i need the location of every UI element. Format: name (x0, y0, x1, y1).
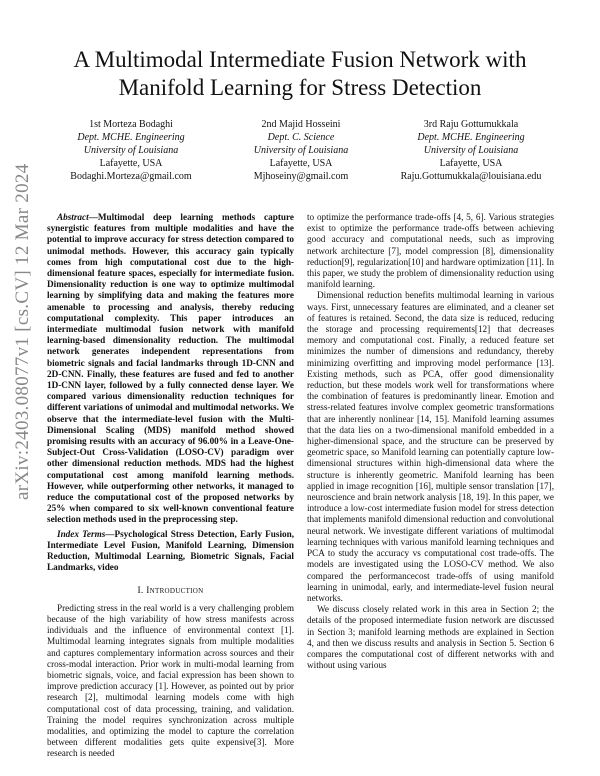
author-2-dept: Dept. C. Science (267, 132, 335, 143)
author-3-name: Raju Gottumukkala (439, 119, 519, 130)
right-paragraph-1: to optimize the performance trade-offs [4, 5, 6]. Various strategies exist to optimize the performance trade-offs between achieving good accuracy and computational needs, such as improving network architecture [7], model compression [8], dimensionality reduction[9], regularization[10] and hardware optimization [11]. In this paper, we study the problem of dimensionality reduction using manifold learning. (307, 212, 554, 290)
author-1-email: Bodaghi.Morteza@gmail.com (70, 171, 192, 182)
paper-title: A Multimodal Intermediate Fusion Network with Manifold Learning for Stress Detection (73, 47, 527, 100)
author-3-email: Raju.Gottumukkala@louisiana.edu (400, 171, 542, 182)
abstract: Abstract—Multimodal deep learning methods capture synergistic features from multiple modalities and have the potential to improve accuracy for stress detection compared to unimodal methods. However, this accuracy gain typically comes from high computational cost due to the high-dimensional feature spaces, especially for intermediate fusion. Dimensionality reduction is one way to optimize multimodal learning by simplifying data and making the features more amenable to processing and analysis, thereby reducing computational complexity. This paper introduces an intermediate multimodal fusion network with manifold learning-based dimensionality reduction. The multimodal network generates independent representations from biometric signals and facial landmarks through 1D-CNN and 2D-CNN. Finally, these features are fused and fed to another 1D-CNN layer, followed by a fully connected dense layer. We compared various dimensionality reduction techniques for different variations of unimodal and multimodal networks. We observe that the intermediate-level fusion with the Multi-Dimensional Scaling (MDS) manifold method showed promising results with an accuracy of 96.00% in a Leave-One-Subject-Out Cross-Validation (LOSO-CV) paradigm over other dimensional reduction methods. MDS had the highest computational cost among manifold learning methods. However, while outperforming other networks, it managed to reduce the computational cost of the proposed networks by 25% when compared to six well-known conventional feature selection methods used in the preprocessing step. (47, 212, 294, 525)
section-number: I. (137, 585, 144, 596)
index-terms-text: Psychological Stress Detection, Early Fusion, Intermediate Level Fusion, Manifold Learning, Dimension Reduction, Multimodal Learning, Biometric Signals, Facial Landmarks, video (47, 528, 294, 573)
author-1-dept: Dept. MCHE. Engineering (77, 132, 185, 143)
index-terms-label: Index Terms (57, 528, 106, 539)
author-2-university: University of Louisiana (253, 145, 349, 156)
author-1-name-line (44, 118, 218, 131)
author-3 (384, 118, 558, 183)
author-3-location: Lafayette, USA (439, 158, 503, 169)
author-2 (214, 118, 388, 183)
section-title: Introduction (146, 585, 204, 596)
author-3-name-line (384, 118, 558, 131)
author-3-ordinal: 3rd (423, 119, 438, 130)
author-2-ordinal: 2nd (261, 119, 277, 130)
left-column (47, 212, 294, 760)
right-paragraph-2: Dimensional reduction benefits multimodal learning in various ways. First, unnecessary features are eliminated, and a cleaner set of features is retained. Second, the data size is reduced, reducing the storage and processing requirements[12] that decreases memory and computational cost. Finally, a reduced feature set minimizes the number of dimensions and redundancy, thereby minimizing overfitting and improving model performance [13]. Existing methods, such as PCA, offer good dimensionality reduction, but these models work well for transformations where the combination of features is predominantly linear. Emotion and stress-related features involve complex geometric transformations that are inherently nonlinear [14, 15]. Manifold learning assumes that the data lies on a two-dimensional manifold embedded in a higher-dimensional space, and the structure can be preserved by geometric space, so Manifold learning can potentially capture low-dimensional structures within high-dimensional data where the structure is inherently geometric. Manifold learning has been applied in image recognition [16], multiple sensor translation [17], neuroscience and brain network analysis [18, 19]. In this paper, we introduce a low-cost intermediate fusion model for stress detection that implements manifold dimensional reduction and convolutional neural network. We investigate different variations of multimodal learning techniques with various manifold learning techniques and PCA to study the accuracy vs computational cost trade-offs. The models are investigated using the LOSO-CV method. We also compared the performancecost trade-offs of using manifold learning in unimodal, early, and intermediate-level fusion neural networks. (307, 290, 554, 603)
author-2-name: Majid Hosseini (279, 119, 341, 130)
arxiv-identifier-stamp: arXiv:2403.08077v1 [cs.CV] 12 Mar 2024 (12, 163, 33, 500)
index-terms: Index Terms—Psychological Stress Detection, Early Fusion, Intermediate Level Fusion, Manifold Learning, Dimension Reduction, Multimodal Learning, Biometric Signals, Facial Landmarks, video (47, 528, 294, 573)
right-paragraph-3: We discuss closely related work in this area in Section 2; the details of the proposed intermediate fusion network are discussed in Section 3; manifold learning methods are explained in Section 4, and then we discuss results and analysis in Section 5. Section 6 compares the computational cost of different networks with and without using various (307, 604, 554, 671)
author-1-ordinal: 1st (89, 119, 101, 130)
author-3-dept: Dept. MCHE. Engineering (417, 132, 525, 143)
author-3-university: University of Louisiana (423, 145, 519, 156)
intro-paragraph-1: Predicting stress in the real world is a very challenging problem because of the high variability of how stress manifests across individuals and the influence of environmental context [1]. Multimodal learning integrates signals from multiple modalities and captures complementary information across sources and their cross-modal interaction. Prior work in multi-modal learning from biometric signals, voice, and facial expression has been shown to improve prediction accuracy [1]. However, as pointed out by prior research [2], multimodal learning models come with high computational cost of data processing, training, and validation. Training the model requires synchronization across multiple modalities, and optimizing the model to capture the correlation between different modalities gets quite expensive[3]. More research is needed (47, 602, 294, 759)
author-2-name-line (214, 118, 388, 131)
author-1-name: Morteza Bodaghi (103, 119, 173, 130)
author-2-email: Mjhoseiny@gmail.com (253, 171, 349, 182)
author-2-location: Lafayette, USA (269, 158, 333, 169)
author-1-university: University of Louisiana (83, 145, 179, 156)
abstract-text: Multimodal deep learning methods capture synergistic features from multiple modalities and have the potential to improve accuracy for stress detection compared to unimodal methods. However, this accuracy gain typically comes from high computational cost due to the high-dimensional feature spaces, especially for intermediate fusion. Dimensionality reduction is one way to optimize multimodal learning by simplifying data and making the features more amenable to processing and analysis, thereby reducing computational complexity. This paper introduces an intermediate multimodal fusion network with manifold learning-based dimensionality reduction. The multimodal network generates independent representations from biometric signals and facial landmarks through 1D-CNN and 2D-CNN. Finally, these features are fused and fed to another 1D-CNN layer, followed by a fully connected dense layer. We compared various dimensionality reduction techniques for different variations of unimodal and multimodal networks. We observe that the intermediate-level fusion with the Multi-Dimensional Scaling (MDS) manifold method showed promising results with an accuracy of 96.00% in a Leave-One-Subject-Out Cross-Validation (LOSO-CV) paradigm over other dimensional reduction methods. MDS had the highest computational cost among manifold learning methods. However, while outperforming other networks, it managed to reduce the computational cost of the proposed networks by 25% when compared to six well-known conventional feature selection methods used in the preprocessing step. (47, 212, 294, 525)
author-1 (44, 118, 218, 183)
section-heading-introduction (47, 586, 294, 597)
abstract-label: Abstract (57, 212, 89, 222)
author-1-location: Lafayette, USA (99, 158, 163, 169)
right-column (307, 212, 554, 671)
